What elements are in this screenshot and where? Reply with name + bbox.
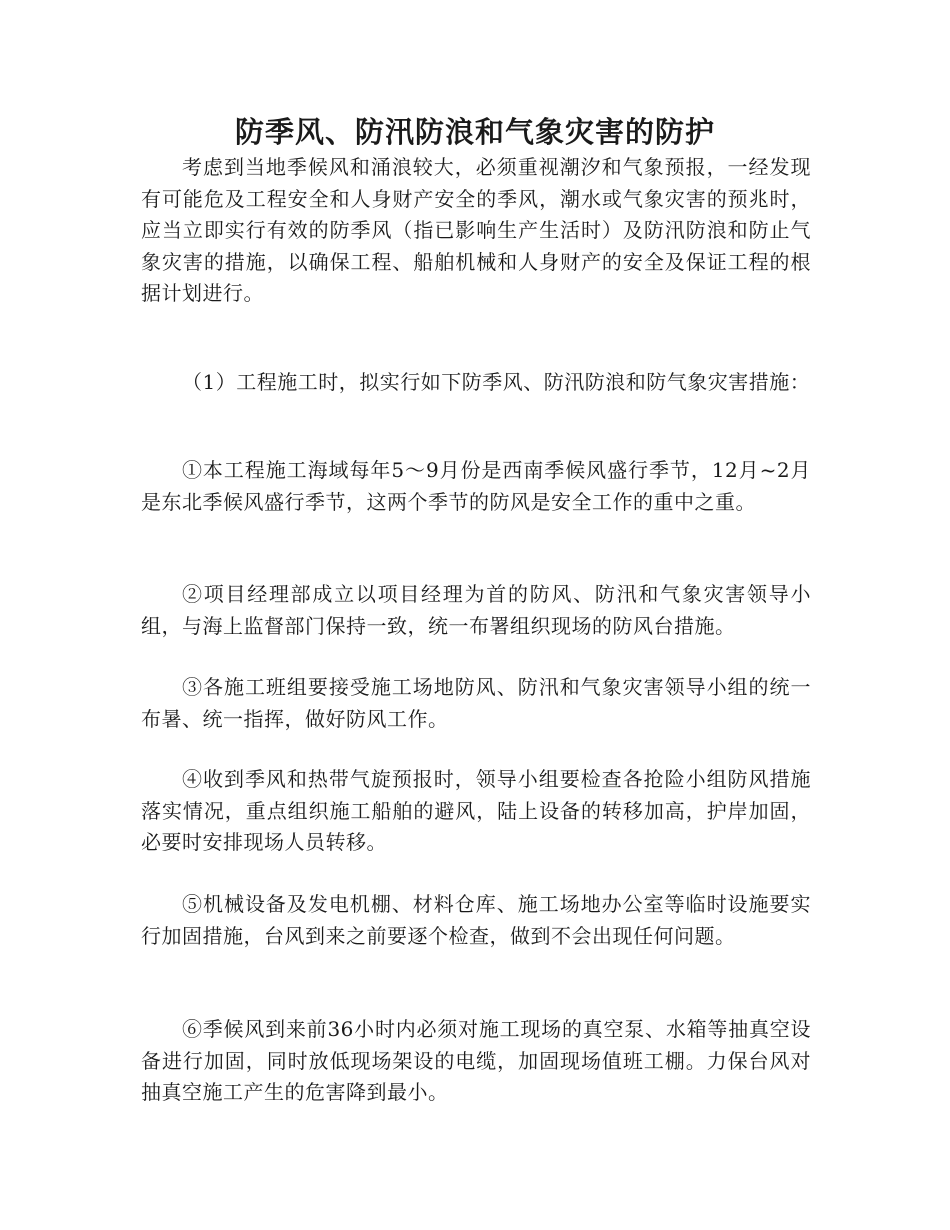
document-title: 防季风、防汛防浪和气象灾害的防护	[234, 115, 715, 149]
paragraph-intro: 考虑到当地季候风和涌浪较大，必须重视潮汐和气象预报，一经发现有可能危及工程安全和人身财产安全的季风，潮水或气象灾害的预兆时，应当立即实行有效的防季风（指已影响生产生活时）及防汛防浪和防止气象灾害的措施，以确保工程、船舶机械和人身财产的安全及保证工程的根据计划进行。	[141, 155, 811, 305]
paragraph-item-1: ①本工程施工海域每年5～9月份是西南季候风盛行季节，12月~2月是东北季候风盛行季节，这两个季节的防风是安全工作的重中之重。	[141, 458, 811, 514]
paragraph-item-3: ③各施工班组要接受施工场地防风、防汛和气象灾害领导小组的统一布暑、统一指挥，做好防风工作。	[141, 675, 811, 731]
paragraph-item-2: ②项目经理部成立以项目经理为首的防风、防汛和气象灾害领导小组，与海上监督部门保持一致，统一布署组织现场的防风台措施。	[141, 582, 811, 638]
paragraph-measures-heading: （1）工程施工时，拟实行如下防季风、防汛防浪和防气象灾害措施：	[182, 370, 811, 394]
paragraph-item-5: ⑤机械设备及发电机棚、材料仓库、施工场地办公室等临时设施要实行加固措施，台风到来之前要逐个检查，做到不会出现任何问题。	[141, 892, 811, 948]
paragraph-item-4: ④收到季风和热带气旋预报时，领导小组要检查各抢险小组防风措施落实情况，重点组织施工船舶的避风，陆上设备的转移加高，护岸加固，必要时安排现场人员转移。	[141, 767, 811, 854]
paragraph-item-6: ⑥季候风到来前36小时内必须对施工现场的真空泵、水箱等抽真空设备进行加固，同时放低现场架设的电缆，加固现场值班工棚。力保台风对抽真空施工产生的危害降到最小。	[141, 1017, 811, 1104]
